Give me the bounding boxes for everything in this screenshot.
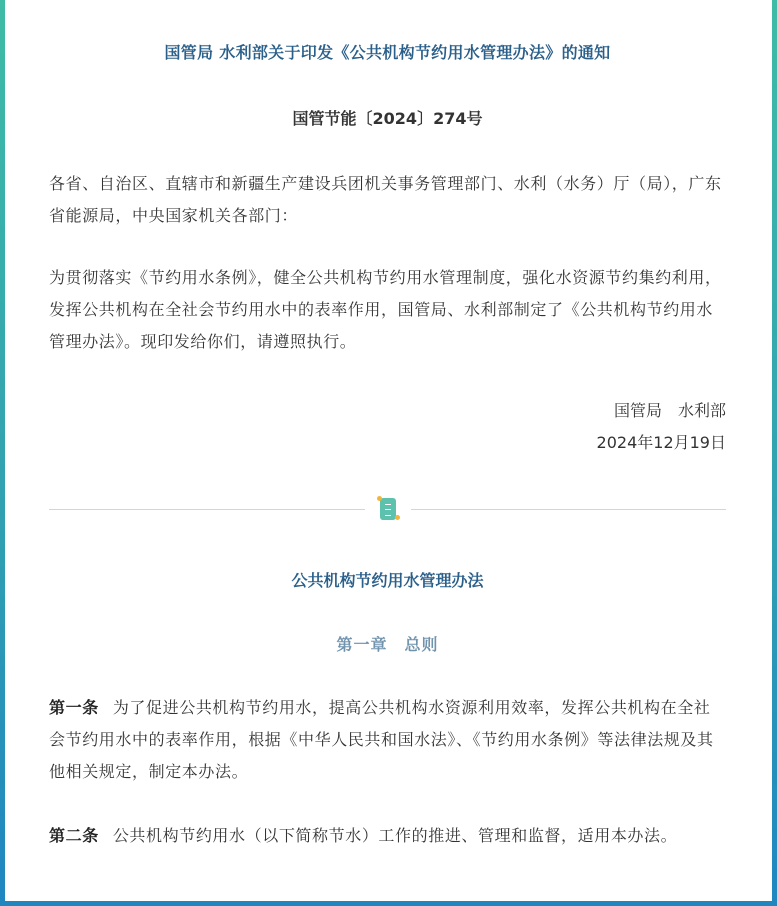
article-text: 为了促进公共机构节约用水，提高公共机构水资源利用效率，发挥公共机构在全社会节约用水中的表率作用，根据《中华人民共和国水法》、《节约用水条例》等法律法规及其他相关规定，制定本办法。 [49, 698, 714, 781]
issuer-signature: 国管局 水利部 [613, 401, 726, 420]
addressee-paragraph: 各省、自治区、直辖市和新疆生产建设兵团机关事务管理部门、水利（水务）厅（局），广东省能源局，中央国家机关各部门： [49, 174, 722, 225]
issue-date: 2024年12月19日 [596, 433, 726, 452]
article-number: 第一条 [49, 698, 99, 717]
section-divider [49, 498, 726, 522]
divider-line-left [49, 509, 365, 510]
article-paragraph [49, 820, 726, 852]
article-page [5, 0, 772, 901]
chapter-heading: 第一章 总则 [336, 635, 439, 654]
notice-title: 国管局 水利部关于印发《公共机构节约用水管理办法》的通知 [164, 43, 611, 62]
article-text: 公共机构节约用水（以下简称节水）工作的推进、管理和监督，适用本办法。 [112, 826, 678, 845]
document-number: 国管节能〔2024〕274号 [292, 109, 483, 128]
article-number: 第二条 [49, 826, 99, 845]
notice-body-paragraph: 为贯彻落实《节约用水条例》，健全公共机构节约用水管理制度，强化水资源节约集约利用，发挥公共机构在全社会节约用水中的表率作用，国管局、水利部制定了《公共机构节约用水管理办法》。现印发给你们，请遵照执行。 [49, 268, 722, 351]
divider-line-right [411, 509, 726, 510]
article-paragraph [49, 692, 726, 788]
regulation-title: 公共机构节约用水管理办法 [291, 571, 484, 590]
document-icon [380, 498, 396, 520]
